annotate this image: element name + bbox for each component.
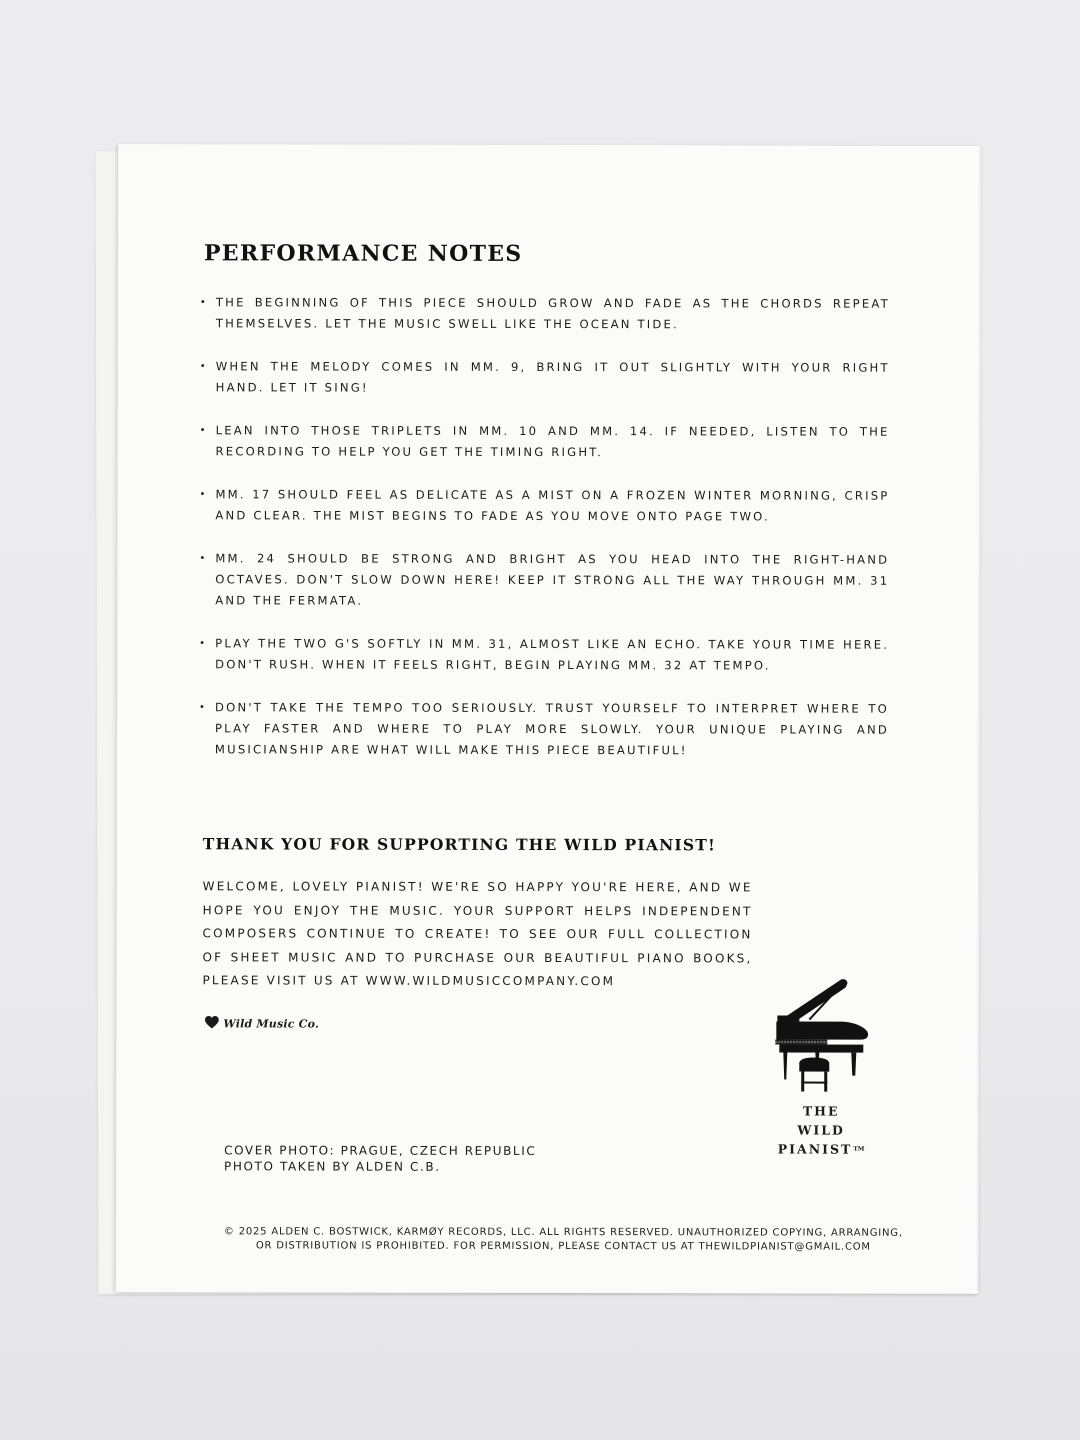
heart-icon: [204, 1014, 219, 1033]
thanks-body: WELCOME, LOVELY PIANIST! WE'RE SO HAPPY YOU'RE HERE, AND WE HOPE YOU ENJOY THE MUSIC. YOUR SUPPORT HELPS INDEPENDENT COMPOSERS CONTINUE TO CREATE! TO SEE OUR FULL COLLECTION OF SHEET MUSIC AND TO PURCHASE OUR BEAUTIFUL PIANO BOOKS, PLEASE VISIT US AT WWW.WILDMUSICCOMPANY.COM: [202, 879, 753, 989]
logo-word-pianist-text: PIANIST: [777, 1141, 853, 1157]
logo-word-pianist: [766, 1139, 876, 1158]
trademark-symbol: TM: [853, 1145, 865, 1153]
thanks-title: THANK YOU FOR SUPPORTING THE WILD PIANIST!: [202, 834, 717, 855]
note-item: • PLAY THE TWO G'S SOFTLY IN MM. 31, ALMOST LIKE AN ECHO. TAKE YOUR TIME HERE. DON'T RUSH. WHEN IT FEELS RIGHT, BEGIN PLAYING MM. 32 AT TEMPO.: [197, 633, 889, 676]
credit-line-location: COVER PHOTO: PRAGUE, CZECH REPUBLIC: [224, 1143, 537, 1158]
brand-signature: [204, 1014, 319, 1033]
logo-wordmark: [766, 1101, 876, 1158]
wild-pianist-logo: [766, 975, 876, 1158]
note-item: • LEAN INTO THOSE TRIPLETS IN MM. 10 AND MM. 14. IF NEEDED, LISTEN TO THE RECORDING TO HELP YOU GET THE TIMING RIGHT.: [198, 420, 890, 463]
logo-word-the: THE: [802, 1103, 840, 1119]
copyright-line-1: © 2025 ALDEN C. BOSTWICK, KARMØY RECORDS, LLC. ALL RIGHTS RESERVED. UNAUTHORIZED COPYING, ARRANGING,: [223, 1226, 903, 1239]
credit-line-photographer: PHOTO TAKEN BY ALDEN C.B.: [224, 1159, 441, 1174]
note-item: • MM. 17 SHOULD FEEL AS DELICATE AS A MIST ON A FROZEN WINTER MORNING, CRISP AND CLEAR. THE MIST BEGINS TO FADE AS YOU MOVE ONTO PAGE TWO.: [197, 484, 889, 527]
note-item: • DON'T TAKE THE TEMPO TOO SERIOUSLY. TRUST YOURSELF TO INTERPRET WHERE TO PLAY FASTER AND WHERE TO PLAY MORE SLOWLY. YOUR UNIQUE PLAYING AND MUSICIANSHIP ARE WHAT WILL MAKE THIS PIECE BEAUTIFUL!: [197, 697, 889, 761]
note-item: • THE BEGINNING OF THIS PIECE SHOULD GROW AND FADE AS THE CHORDS REPEAT THEMSELVES. LET THE MUSIC SWELL LIKE THE OCEAN TIDE.: [198, 292, 890, 335]
photo-credits: [224, 1142, 536, 1175]
note-item: • WHEN THE MELODY COMES IN MM. 9, BRING IT OUT SLIGHTLY WITH YOUR RIGHT HAND. LET IT SING!: [198, 356, 890, 399]
copyright-notice: [224, 1225, 903, 1253]
brand-name: Wild Music Co.: [223, 1017, 320, 1031]
grand-piano-icon: [766, 975, 876, 1095]
sheet-page: [116, 144, 981, 1294]
copyright-line-2: OR DISTRIBUTION IS PROHIBITED. FOR PERMISSION, PLEASE CONTACT US AT THEWILDPIANIST@GMAIL.COM: [255, 1239, 871, 1253]
note-item: • MM. 24 SHOULD BE STRONG AND BRIGHT AS YOU HEAD INTO THE RIGHT-HAND OCTAVES. DON'T SLOW DOWN HERE! KEEP IT STRONG ALL THE WAY THROUGH MM. 31 AND THE FERMATA.: [197, 548, 889, 612]
performance-notes-list: [197, 292, 890, 783]
logo-word-wild: WILD: [797, 1122, 845, 1138]
performance-notes-title: PERFORMANCE NOTES: [203, 240, 523, 267]
